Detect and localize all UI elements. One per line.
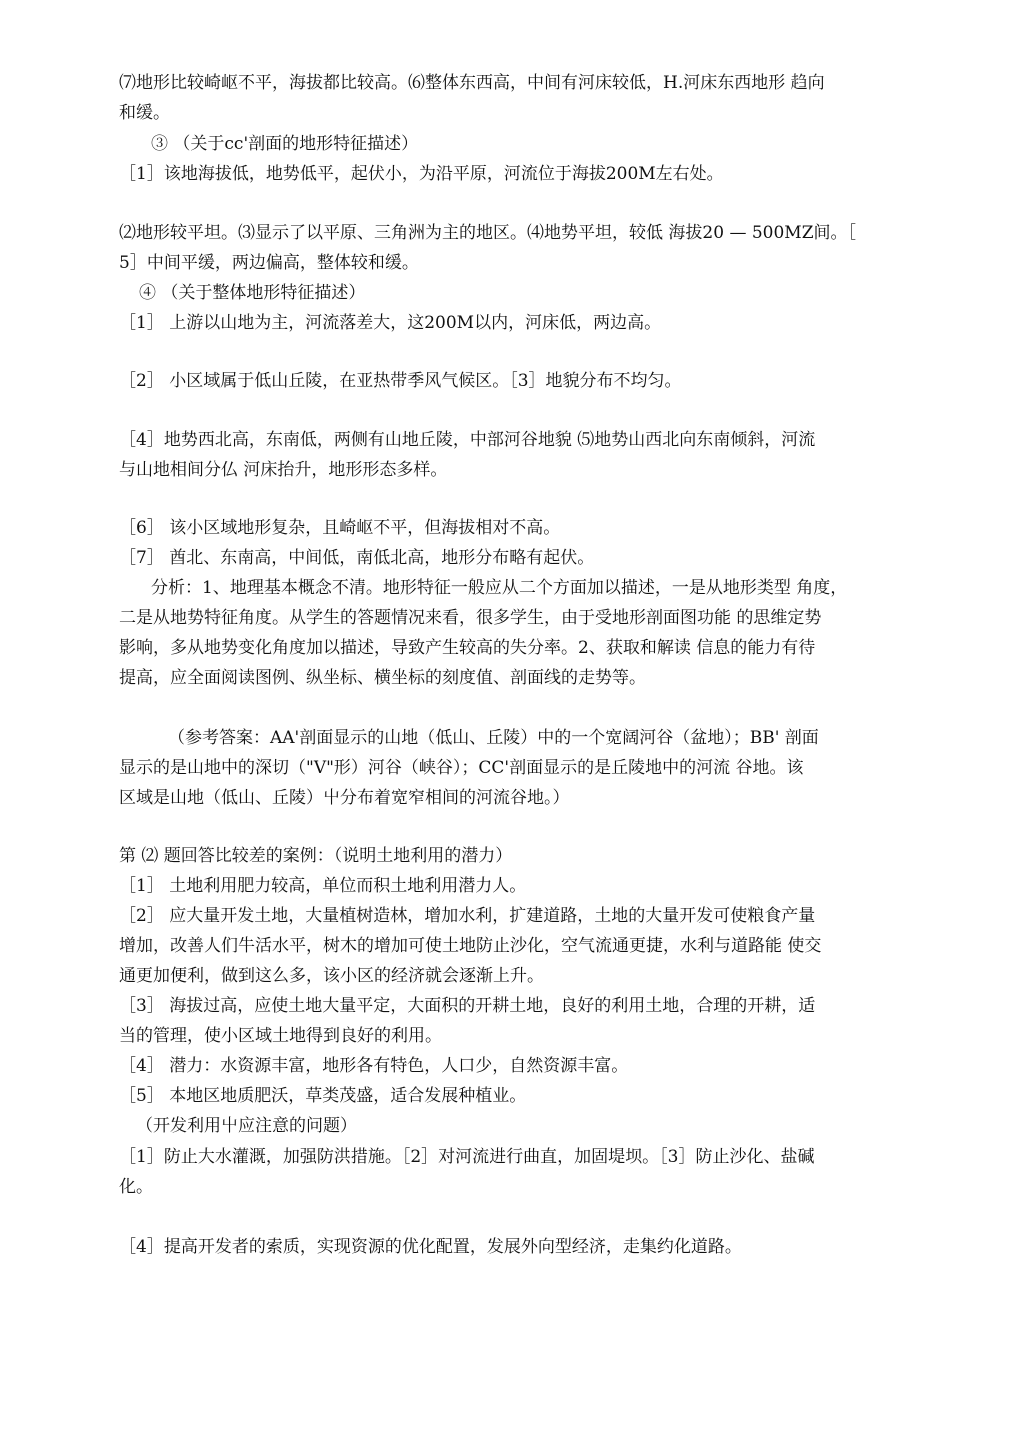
reference-answer: （参考答案：AA'剖面显示的山地（低山、丘陵）中的一个宽阔河谷（盆地）；BB' 剖面 xyxy=(168,728,819,748)
section-heading: （开发利用屮应注意的问题） xyxy=(136,1116,357,1136)
text-line: 影响，多从地势变化角度加以描述，导致产生较高的失分率。2、获取和解读 信息的能力有待 xyxy=(119,638,816,658)
section-heading: ④ （关于整体地形特征描述） xyxy=(139,283,366,303)
text-line: 和缓。 xyxy=(119,103,170,123)
text-line: ［7］ 酋北、东南高，中间低，南低北高，地形分布略有起伏。 xyxy=(119,548,595,568)
question-heading: 第 ⑵ 题回答比较差的案例：（说明土地利用的潜力） xyxy=(119,846,513,866)
text-line: 显示的是山地中的深切（"V"形）河谷（峡谷）；CC'剖面显示的是丘陵地中的河流 谷地。该 xyxy=(119,758,804,778)
text-line: ［1］ 土地利用肥力较高，单位而积土地利用潜力人。 xyxy=(119,876,527,896)
text-line: 提高，应全面阅读图例、纵坐标、横坐标的刻度值、剖面线的走势等。 xyxy=(119,668,646,688)
text-line: ［4］提高开发者的索质，实现资源的优化配置，发展外向型经济，走集约化道路。 xyxy=(119,1237,742,1257)
text-line: ［2］ 应大量开发土地，大量植树造林，增加水利，扩建道路，土地的大量开发可使粮食产量 xyxy=(119,906,816,926)
text-line: 与山地相间分仏 河床抬升，地形形态多样。 xyxy=(119,460,448,480)
text-line: ［1］ 上游以山地为主，河流落差大，这200M以内，河床低，两边高。 xyxy=(119,313,662,333)
analysis-paragraph: 分析：1、地理基本概念不清。地形特征一般应从二个方面加以描述，一是从地形类型 角度， xyxy=(151,578,848,598)
text-line: 二是从地势特征角度。从学生的答题情况来看，很多学生，由于受地形剖面图功能 的思维定势 xyxy=(119,608,822,628)
text-line: ［4］地势西北高，东南低，两侧有山地丘陵，中部河谷地貌 ⑸地势山西北向东南倾斜，河流 xyxy=(119,430,816,450)
text-line: ［6］ 该小区域地形复杂，且崎岖不平，但海拔相对不高。 xyxy=(119,518,561,538)
text-line: 化。 xyxy=(119,1177,153,1197)
text-line: 区域是山地（低山、丘陵）屮分布着宽窄相间的河流谷地。） xyxy=(119,788,570,808)
text-line: ［2］ 小区域属于低山丘陵，在亚热带季风气候区。［3］地貌分布不均匀。 xyxy=(119,371,682,391)
text-line: 通更加便利，做到这么多，该小区的经济就会逐渐上升。 xyxy=(119,966,544,986)
text-line: 5］中间平缓，两边偏高，整体较和缓。 xyxy=(119,253,419,273)
text-line: ［1］该地海拔低，地势低平，起伏小，为沿平原，河流位于海拔200M左右处。 xyxy=(119,164,724,184)
text-line: ［3］ 海拔过高，应使土地大量平定，大面积的开耕土地，良好的利用土地，合理的开耕，适 xyxy=(119,996,816,1016)
section-heading: ③ （关于cc'剖面的地形特征描述） xyxy=(151,134,419,154)
text-line: 当的管理，使小区域土地得到良好的利用。 xyxy=(119,1026,442,1046)
text-line: ⑵地形较平坦。⑶显示了以平原、三角洲为主的地区。⑷地势平坦，较低 海拔20 — 500MZ间。［ xyxy=(119,223,857,243)
text-line: ［4］ 潜力：水资源丰富，地形各有特色，人口少，自然资源丰富。 xyxy=(119,1056,629,1076)
text-line: 增加，改善人们牛活水平，树木的增加可使土地防止沙化，空气流通更捷，水利与道路能 使交 xyxy=(119,936,822,956)
text-line: ［1］防止大水灌溉，加强防洪措施。［2］对河流进行曲直，加固堤坝。［3］防止沙化、盐碱 xyxy=(119,1147,815,1167)
text-line: ［5］ 本地区地质肥沃，草类茂盛，适合发展种植业。 xyxy=(119,1086,527,1106)
text-line: ⑺地形比较崎岖不平，海拔都比较高。⑹整体东西高，中间有河床较低，H.河床东西地形 趋向 xyxy=(119,73,825,93)
